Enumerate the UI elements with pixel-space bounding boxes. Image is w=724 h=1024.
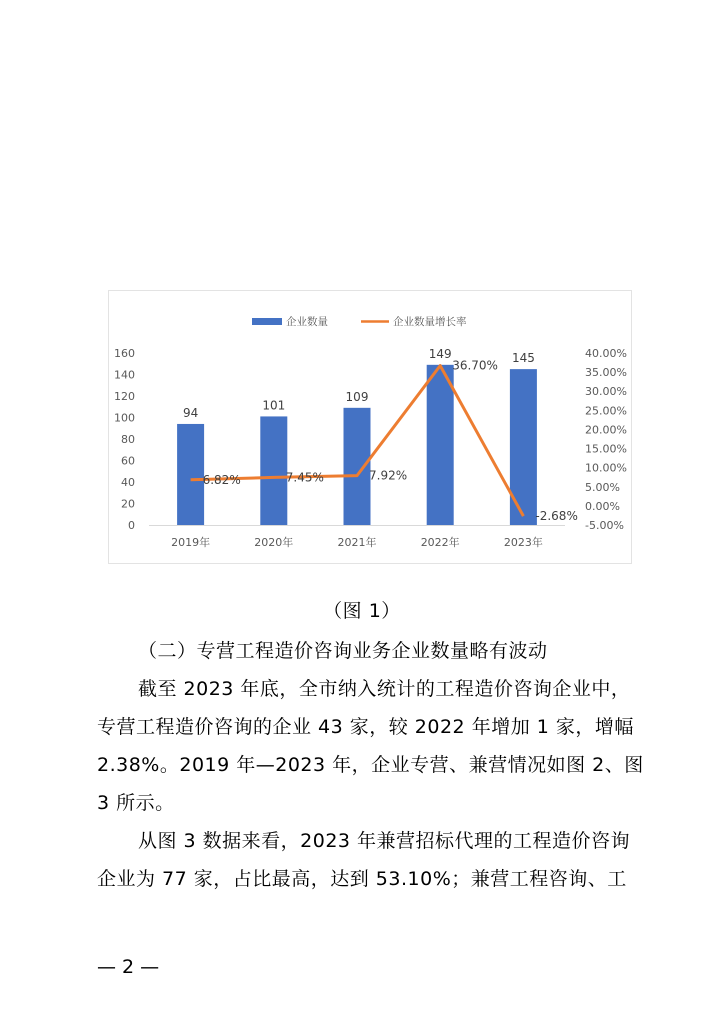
- bar-data-label: 149: [428, 346, 452, 361]
- left-axis-tick-label: 60: [121, 454, 135, 468]
- bar: [260, 416, 287, 525]
- line-data-label: -2.68%: [535, 509, 578, 524]
- right-axis-tick-label: 25.00%: [585, 404, 627, 418]
- right-axis-tick-label: 0.00%: [585, 499, 620, 513]
- left-axis-tick-label: 100: [114, 411, 135, 425]
- line-data-label: 6.82%: [202, 472, 241, 487]
- line-data-label: 7.45%: [285, 470, 324, 485]
- chart-container: [108, 290, 632, 564]
- bar: [177, 424, 204, 525]
- category-label: 2022年: [420, 536, 460, 549]
- left-axis-tick-label: 40: [121, 476, 135, 489]
- bar-data-label: 101: [262, 398, 286, 413]
- body-text-line: 3 所示。: [97, 792, 175, 814]
- category-label: 2021年: [337, 536, 377, 549]
- combo-chart: [109, 291, 633, 565]
- legend-line-label: 企业数量增长率: [393, 316, 467, 328]
- line-data-label: 36.70%: [452, 358, 498, 373]
- body-text-line: 截至 2023 年底，全市纳入统计的工程造价咨询企业中，: [138, 678, 631, 700]
- left-axis-tick-label: 0: [128, 519, 135, 532]
- right-axis-tick-label: 5.00%: [585, 480, 620, 494]
- section-heading: （二）专营工程造价咨询业务企业数量略有波动: [138, 640, 548, 662]
- left-axis-tick-label: 80: [121, 433, 135, 446]
- category-label: 2019年: [171, 536, 211, 549]
- legend-bar-swatch: [252, 318, 282, 325]
- category-label: 2020年: [254, 536, 294, 549]
- page-number: — 2 —: [97, 956, 160, 978]
- bar-data-label: 94: [182, 405, 199, 420]
- right-axis-tick-label: 30.00%: [585, 385, 627, 399]
- right-axis-tick-label: 35.00%: [585, 366, 627, 380]
- line-data-label: 7.92%: [369, 468, 408, 483]
- legend-bar-label: 企业数量: [286, 316, 328, 328]
- body-text-line: 专营工程造价咨询的企业 43 家，较 2022 年增加 1 家，增幅: [97, 716, 634, 738]
- bar: [427, 365, 454, 525]
- body-text-line: 企业为 77 家，占比最高，达到 53.10%；兼营工程咨询、工: [97, 868, 627, 890]
- right-axis-tick-label: 15.00%: [585, 442, 627, 456]
- left-axis-tick-label: 140: [114, 368, 135, 382]
- figure-caption: （图 1）: [323, 600, 401, 622]
- left-axis-tick-label: 120: [114, 390, 135, 403]
- body-text-line: 从图 3 数据来看，2023 年兼营招标代理的工程造价咨询: [138, 830, 631, 852]
- bar: [344, 408, 371, 525]
- right-axis-tick-label: 20.00%: [585, 423, 627, 437]
- right-axis-tick-label: 40.00%: [585, 347, 627, 360]
- body-text-line: 2.38%。2019 年—2023 年，企业专营、兼营情况如图 2、图: [97, 754, 644, 776]
- left-axis-tick-label: 20: [121, 497, 135, 511]
- bar-data-label: 109: [345, 389, 369, 404]
- left-axis-tick-label: 160: [114, 347, 135, 360]
- right-axis-tick-label: -5.00%: [585, 519, 624, 532]
- bar-data-label: 145: [511, 351, 535, 366]
- right-axis-tick-label: 10.00%: [585, 461, 627, 475]
- category-label: 2023年: [503, 536, 543, 549]
